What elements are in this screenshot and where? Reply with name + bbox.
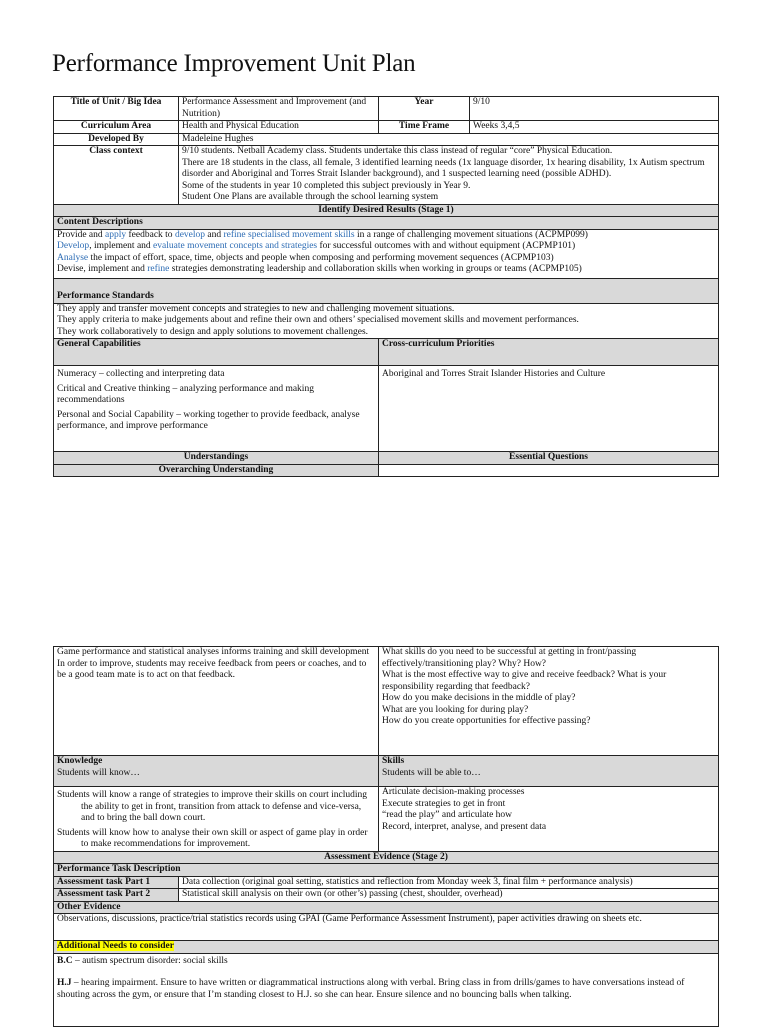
standard-line: They apply and transfer movement concepts and strategies to new and challenging movement situations. [57,303,455,314]
overarching-header: Overarching Understanding [54,464,379,477]
additional-needs-body [54,953,719,1026]
task2-label: Assessment task Part 2 [54,889,179,902]
unit-plan-table-stage1 [53,96,719,477]
skills-header-cell [379,756,719,787]
cross-curriculum-body [379,366,719,452]
student-initials: H.J [57,978,72,988]
additional-needs-header-cell [54,941,719,954]
other-evidence-header: Other Evidence [54,901,719,914]
developed-value: Madeleine Hughes [179,133,719,146]
skill-item: Execute strategies to get in front [382,798,506,809]
link-develop[interactable]: Develop [57,241,90,251]
link-apply[interactable]: apply [105,229,127,240]
skill-item: Articulate decision-making processes [382,787,525,797]
curriculum-label: Curriculum Area [54,121,179,134]
page-title: Performance Improvement Unit Plan [52,50,416,77]
standard-line: They apply criteria to make judgements about and refine their own and others’ specialised movement skills and movement performances. [57,315,579,325]
overarching-empty-cell [379,464,719,477]
context-line: There are 18 students in the class, all female, 3 identified learning needs (1x language disorder, 1x hearing disability, 1x Autism spectrum disorder and Aboriginal and Torres Strait Islander background), and 1 suspected learning need (possible ADHD). [182,157,705,179]
need-bc [57,956,715,968]
link-refine[interactable]: refine [147,264,170,274]
developed-label: Developed By [54,133,179,146]
task-desc-header: Performance Task Description [54,864,719,877]
capabilities-header: General Capabilities [54,339,379,366]
capability-item: Numeracy – collecting and interpreting data [57,369,225,379]
skills-sub: Students will be able to… [382,767,481,778]
curriculum-value: Health and Physical Education [179,121,379,134]
task1-value: Data collection (original goal setting, statistics and reflection from Monday week 3, final film + performance analysis) [179,876,719,889]
link-refine-skills[interactable]: refine specialised movement skills [223,229,355,240]
text: for successful outcomes with and without equipment ( [317,241,526,251]
standards-body [54,303,719,339]
essential-question: How do you create opportunities for effective passing? [382,716,591,726]
capability-item: Critical and Creative thinking – analyzing performance and making recommendations [57,383,314,405]
content-desc-body [54,229,719,278]
knowledge-item: Students will know a range of strategies to improve their skills on court including the ability to get in front, transition from attack to defense and vice-versa, and to bring the ball down court. [57,790,368,823]
skills-body [379,787,719,852]
understandings-body [54,647,379,756]
essential-question: How do you make decisions in the middle of play? [382,693,576,703]
content-desc-line [57,264,715,276]
understanding-line: In order to improve, students may receive feedback from peers or coaches, and to be a good team mate is to act on that feedback. [57,658,367,680]
content-desc-line [57,241,715,253]
need-hj [57,978,715,1001]
context-label: Class context [54,146,179,205]
capabilities-body [54,366,379,452]
context-line: Some of the students in year 10 completed this subject previously in Year 9. [182,180,471,191]
need-text: – hearing impairment. Ensure to have written or diagrammatical instructions along with verbal. Bring class in from drills/games to have conversations instead of shouting across the gym, or ensure that I’m standing closest to H.J. so she can hear. Ensure silence and no bouncing balls when talking. [57,978,685,1000]
text: feedback to [126,229,175,240]
title-value: Performance Assessment and Improvement (and Nutrition) [179,97,379,121]
text: the impact of effort, space, time, objects and people when composing and performing movement sequences (ACPMP103) [88,252,554,263]
standard-line: They work collaboratively to design and apply solutions to movement challenges. [57,326,369,337]
context-value [179,146,719,205]
year-label: Year [379,97,470,121]
text: , implement and [89,241,154,251]
content-desc-header: Content Descriptions [54,217,719,230]
understandings-header: Understandings [54,452,379,465]
text: and [205,229,224,240]
essential-questions-header: Essential Questions [379,452,719,465]
cross-curriculum-item: Aboriginal and Torres Strait Islander Histories and Culture [382,369,606,379]
context-line: Student One Plans are available through the school learning system [182,192,439,202]
content-desc-line [57,230,715,242]
content-desc-line [57,253,715,265]
stage1-header: Identify Desired Results (Stage 1) [54,204,719,217]
timeframe-value: Weeks 3,4,5 [470,121,719,134]
text: Provide and [57,229,106,240]
knowledge-body [54,787,379,852]
text: Devise, implement and [57,264,148,274]
link-develop[interactable]: develop [174,229,206,240]
capability-item: Personal and Social Capability – working together to provide feedback, analyse performance, and improve performance [57,409,360,431]
other-evidence-value: Observations, discussions, practice/trial statistics records using GPAI (Game Performance Assessment Instrument), paper activities drawing on sheets etc. [54,914,719,941]
understanding-line: Game performance and statistical analyses informs training and skill development [57,647,370,657]
knowledge-sub: Students will know… [57,767,140,778]
task2-value: Statistical skill analysis on their own (or other’s) passing (chest, shoulder, overhead) [179,889,719,902]
stage2-header: Assessment Evidence (Stage 2) [54,851,719,864]
additional-needs-header: Additional Needs to consider [57,941,174,951]
skills-header: Skills [382,756,405,766]
knowledge-item: Students will know how to analyse their own skill or aspect of game play in order to make recommendations for improvement. [57,827,368,849]
cross-curriculum-header: Cross-curriculum Priorities [379,339,719,366]
skill-item: “read the play” and articulate how [382,810,513,820]
student-initials: B.C [57,955,73,966]
essential-question: What are you looking for during play? [382,704,529,715]
year-value: 9/10 [470,97,719,121]
essential-question: What is the most effective way to give and receive feedback? What is your responsibility regarding that feedback? [382,670,667,692]
knowledge-header-cell [54,756,379,787]
unit-plan-table-stage2 [53,646,719,1027]
link-analyse[interactable]: Analyse [57,252,89,263]
task1-label: Assessment task Part 1 [54,876,179,889]
standards-header: Performance Standards [54,278,719,303]
text: in a range of challenging movement situations (ACPMP099) [354,229,588,240]
context-line: 9/10 students. Netball Academy class. Students undertake this class instead of regular “core” Physical Education. [182,146,613,156]
title-label: Title of Unit / Big Idea [54,97,179,121]
skill-item: Record, interpret, analyse, and present data [382,821,547,832]
text: ACPMP101) [525,241,576,251]
knowledge-header: Knowledge [57,756,103,766]
timeframe-label: Time Frame [379,121,470,134]
essential-questions-body [379,647,719,756]
text: strategies demonstrating leadership and collaboration skills when working in groups or teams (ACPMP105) [169,264,582,274]
need-text: – autism spectrum disorder: social skills [72,955,228,966]
link-evaluate-concepts[interactable]: evaluate movement concepts and strategies [153,241,318,251]
essential-question: What skills do you need to be successful at getting in front/passing effectively/transitioning play? Why? How? [382,647,637,669]
